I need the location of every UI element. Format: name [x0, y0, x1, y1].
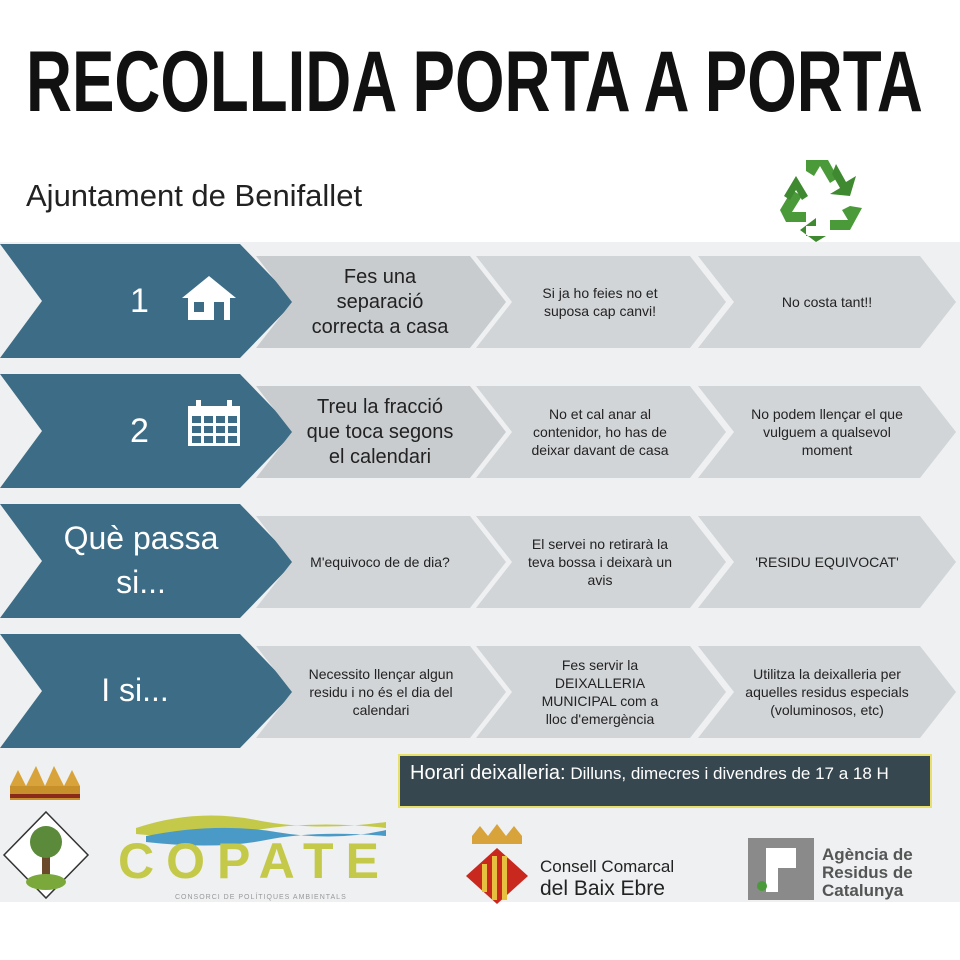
consell-line2: del Baix Ebre [540, 877, 665, 900]
chevron-col3 [698, 646, 956, 738]
chevron-col1 [256, 256, 506, 348]
chevron-col2 [476, 256, 726, 348]
step-text-col3: 'RESIDU EQUIVOCAT' [755, 554, 899, 570]
page-subtitle: Ajuntament de Benifallet [26, 178, 363, 213]
chevron-col3 [698, 256, 956, 348]
consell-logo-text [540, 856, 674, 900]
benifallet-shield-logo [2, 810, 90, 900]
step-head [0, 244, 295, 358]
step-head [0, 504, 295, 618]
chevron-col2 [476, 646, 726, 738]
chevron-col2 [476, 516, 726, 608]
horari-label: Horari deixalleria: [410, 762, 566, 784]
horari-box [398, 754, 932, 808]
step-text-col2: Si ja ho feies no et suposa cap canvi! [542, 285, 658, 319]
agencia-logo-text [822, 846, 913, 900]
consell-line1: Consell Comarcal [540, 857, 675, 876]
step-text-col2: Fes servir la DEIXALLERIA MUNICIPAL com a lloc d'emergència [541, 657, 659, 727]
step-number: 1 [130, 282, 149, 320]
step-text-col3: No costa tant!! [781, 294, 873, 310]
recycle-icon [776, 156, 866, 242]
step-text-col3: No podem llençar el que vulguem a qualsevol moment [751, 406, 903, 458]
page-title: RECOLLIDA PORTA A PORTA [26, 34, 923, 130]
chevron-col1 [256, 646, 506, 738]
step-row-4 [0, 634, 960, 748]
step-text-col1: Fes una separació correcta a casa [311, 265, 449, 338]
step-text-col1: Necessito llençar algun residu i no és el dia del calendari [308, 666, 454, 718]
calendar-icon [186, 400, 242, 448]
step-row-3 [0, 504, 960, 618]
agencia-line2: Residus de [822, 863, 913, 882]
step-text-col2: No et cal anar al contenidor, ho has de deixar davant de casa [531, 406, 669, 458]
step-text-col1: M'equivoco de de dia? [310, 554, 450, 570]
agencia-line1: Agència de [822, 845, 913, 864]
consell-crest-logo [462, 824, 532, 904]
step-text-col3: Utilitza la deixalleria per aquelles residus especials (voluminosos, etc) [745, 666, 909, 718]
step-heading: I si... [101, 672, 169, 708]
chevron-col3 [698, 516, 956, 608]
chevron-col1 [256, 516, 506, 608]
agencia-logo-mark [748, 838, 814, 900]
copate-logo-subtext: CONSORCI DE POLÍTIQUES AMBIENTALS [175, 894, 347, 901]
step-text-col1: Treu la fracció que toca segons el calendari [306, 395, 454, 468]
step-row-2 [0, 374, 960, 488]
step-text-col2: El servei no retirarà la teva bossa i deixarà un avis [528, 536, 672, 588]
horari-text: Dilluns, dimecres i divendres de 17 a 18 H [570, 764, 889, 783]
step-number: 2 [130, 412, 149, 450]
chevron-col1 [256, 386, 506, 478]
chevron-col2 [476, 386, 726, 478]
step-row-1 [0, 244, 960, 358]
step-head [0, 634, 295, 748]
crown-logo [6, 764, 84, 804]
agencia-line3: Catalunya [822, 881, 904, 900]
step-head [0, 374, 295, 488]
copate-logo-text: COPATE [118, 833, 391, 889]
chevron-col3 [698, 386, 956, 478]
step-heading: Què passa si... [63, 520, 219, 600]
house-icon [180, 274, 238, 322]
